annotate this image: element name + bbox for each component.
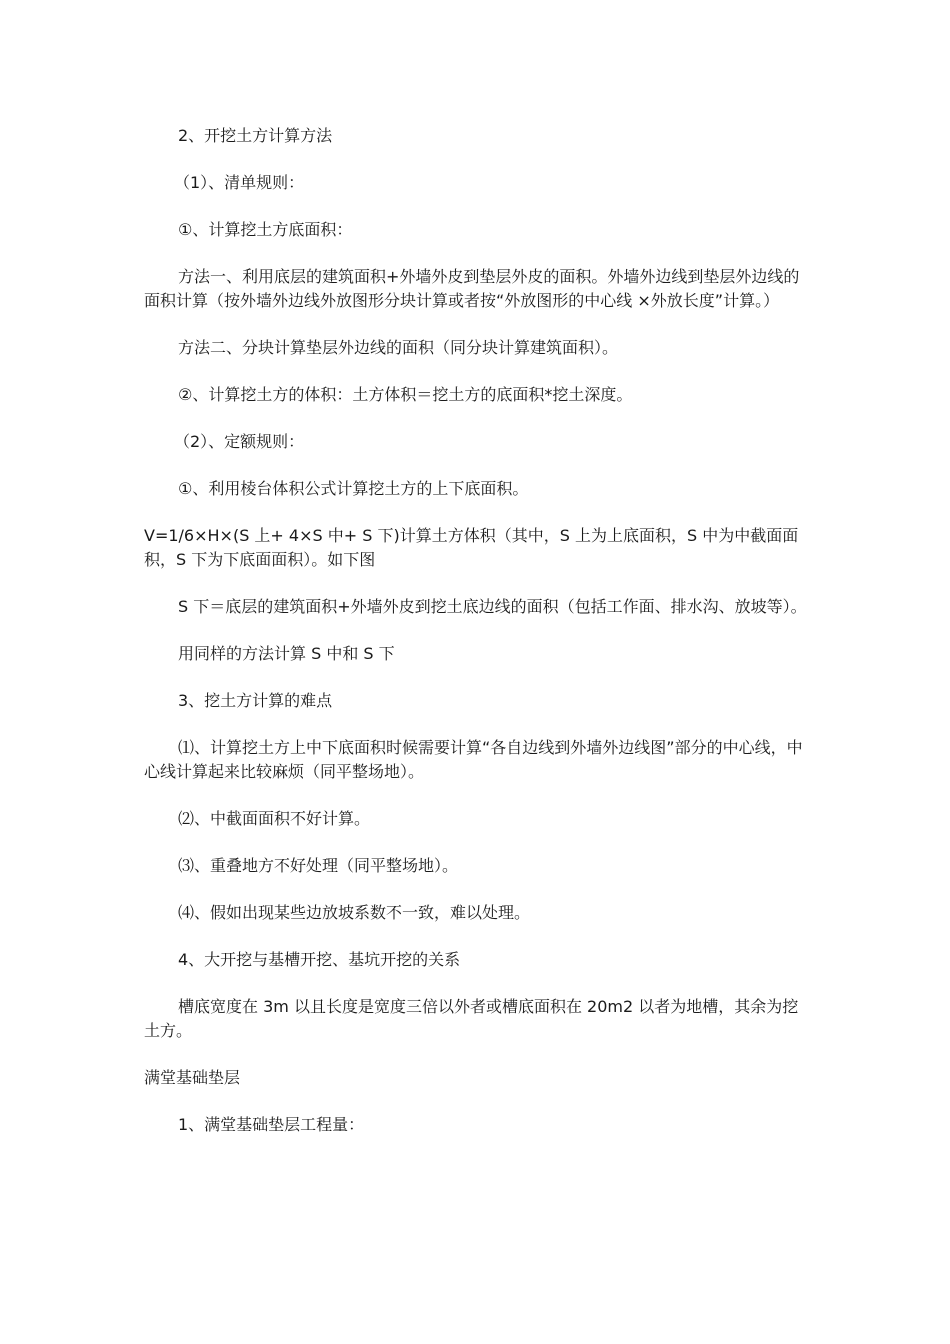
section-heading-excavation-method: 2、开挖土方计算方法	[178, 126, 333, 145]
difficulty-item-4: ⑷、假如出现某些边放坡系数不一致，难以处理。	[178, 903, 531, 922]
section-heading-relationship: 4、大开挖与基槽开挖、基坑开挖的关系	[178, 950, 461, 969]
paragraph-method-two: 方法二、分块计算垫层外边线的面积（同分块计算建筑面积）。	[178, 338, 619, 357]
paragraph-s-lower: S 下＝底层的建筑面积+外墙外皮到挖土底边线的面积（包括工作面、排水沟、放坡等）。	[178, 597, 807, 616]
item-frustum-formula: ①、利用棱台体积公式计算挖土方的上下底面积。	[178, 479, 529, 498]
subheading-quota-rules: （2）、定额规则：	[174, 432, 305, 451]
section-heading-difficulties: 3、挖土方计算的难点	[178, 691, 333, 710]
item-volume: ②、计算挖土方的体积：土方体积＝挖土方的底面积*挖土深度。	[178, 385, 633, 404]
difficulty-item-2: ⑵、中截面面积不好计算。	[178, 809, 371, 828]
paragraph-volume-formula: V=1/6×H×(S 上+ 4×S 中+ S 下)计算土方体积（其中，S 上为上底面积，S 中为中截面面积，S 下为下底面面积）。如下图	[144, 526, 799, 569]
heading-raft-cushion: 满堂基础垫层	[144, 1068, 241, 1087]
item-raft-cushion-quantity: 1、满堂基础垫层工程量：	[178, 1115, 365, 1134]
subheading-bill-rules: （1）、清单规则：	[174, 173, 305, 192]
item-bottom-area: ①、计算挖土方底面积：	[178, 220, 353, 239]
paragraph-same-method: 用同样的方法计算 S 中和 S 下	[178, 644, 395, 663]
difficulty-item-1: ⑴、计算挖土方上中下底面积时候需要计算“各自边线到外墙外边线图”部分的中心线，中心线计算起来比较麻烦（同平整场地）。	[144, 738, 803, 781]
difficulty-item-3: ⑶、重叠地方不好处理（同平整场地）。	[178, 856, 459, 875]
paragraph-trench-definition: 槽底宽度在 3m 以且长度是宽度三倍以外者或槽底面积在 20m2 以者为地槽，其余为挖土方。	[144, 997, 799, 1040]
document-page	[144, 124, 808, 1160]
paragraph-method-one: 方法一、利用底层的建筑面积+外墙外皮到垫层外皮的面积。外墙外边线到垫层外边线的面积计算（按外墙外边线外放图形分块计算或者按“外放图形的中心线 ×外放长度”计算。）	[144, 267, 800, 310]
